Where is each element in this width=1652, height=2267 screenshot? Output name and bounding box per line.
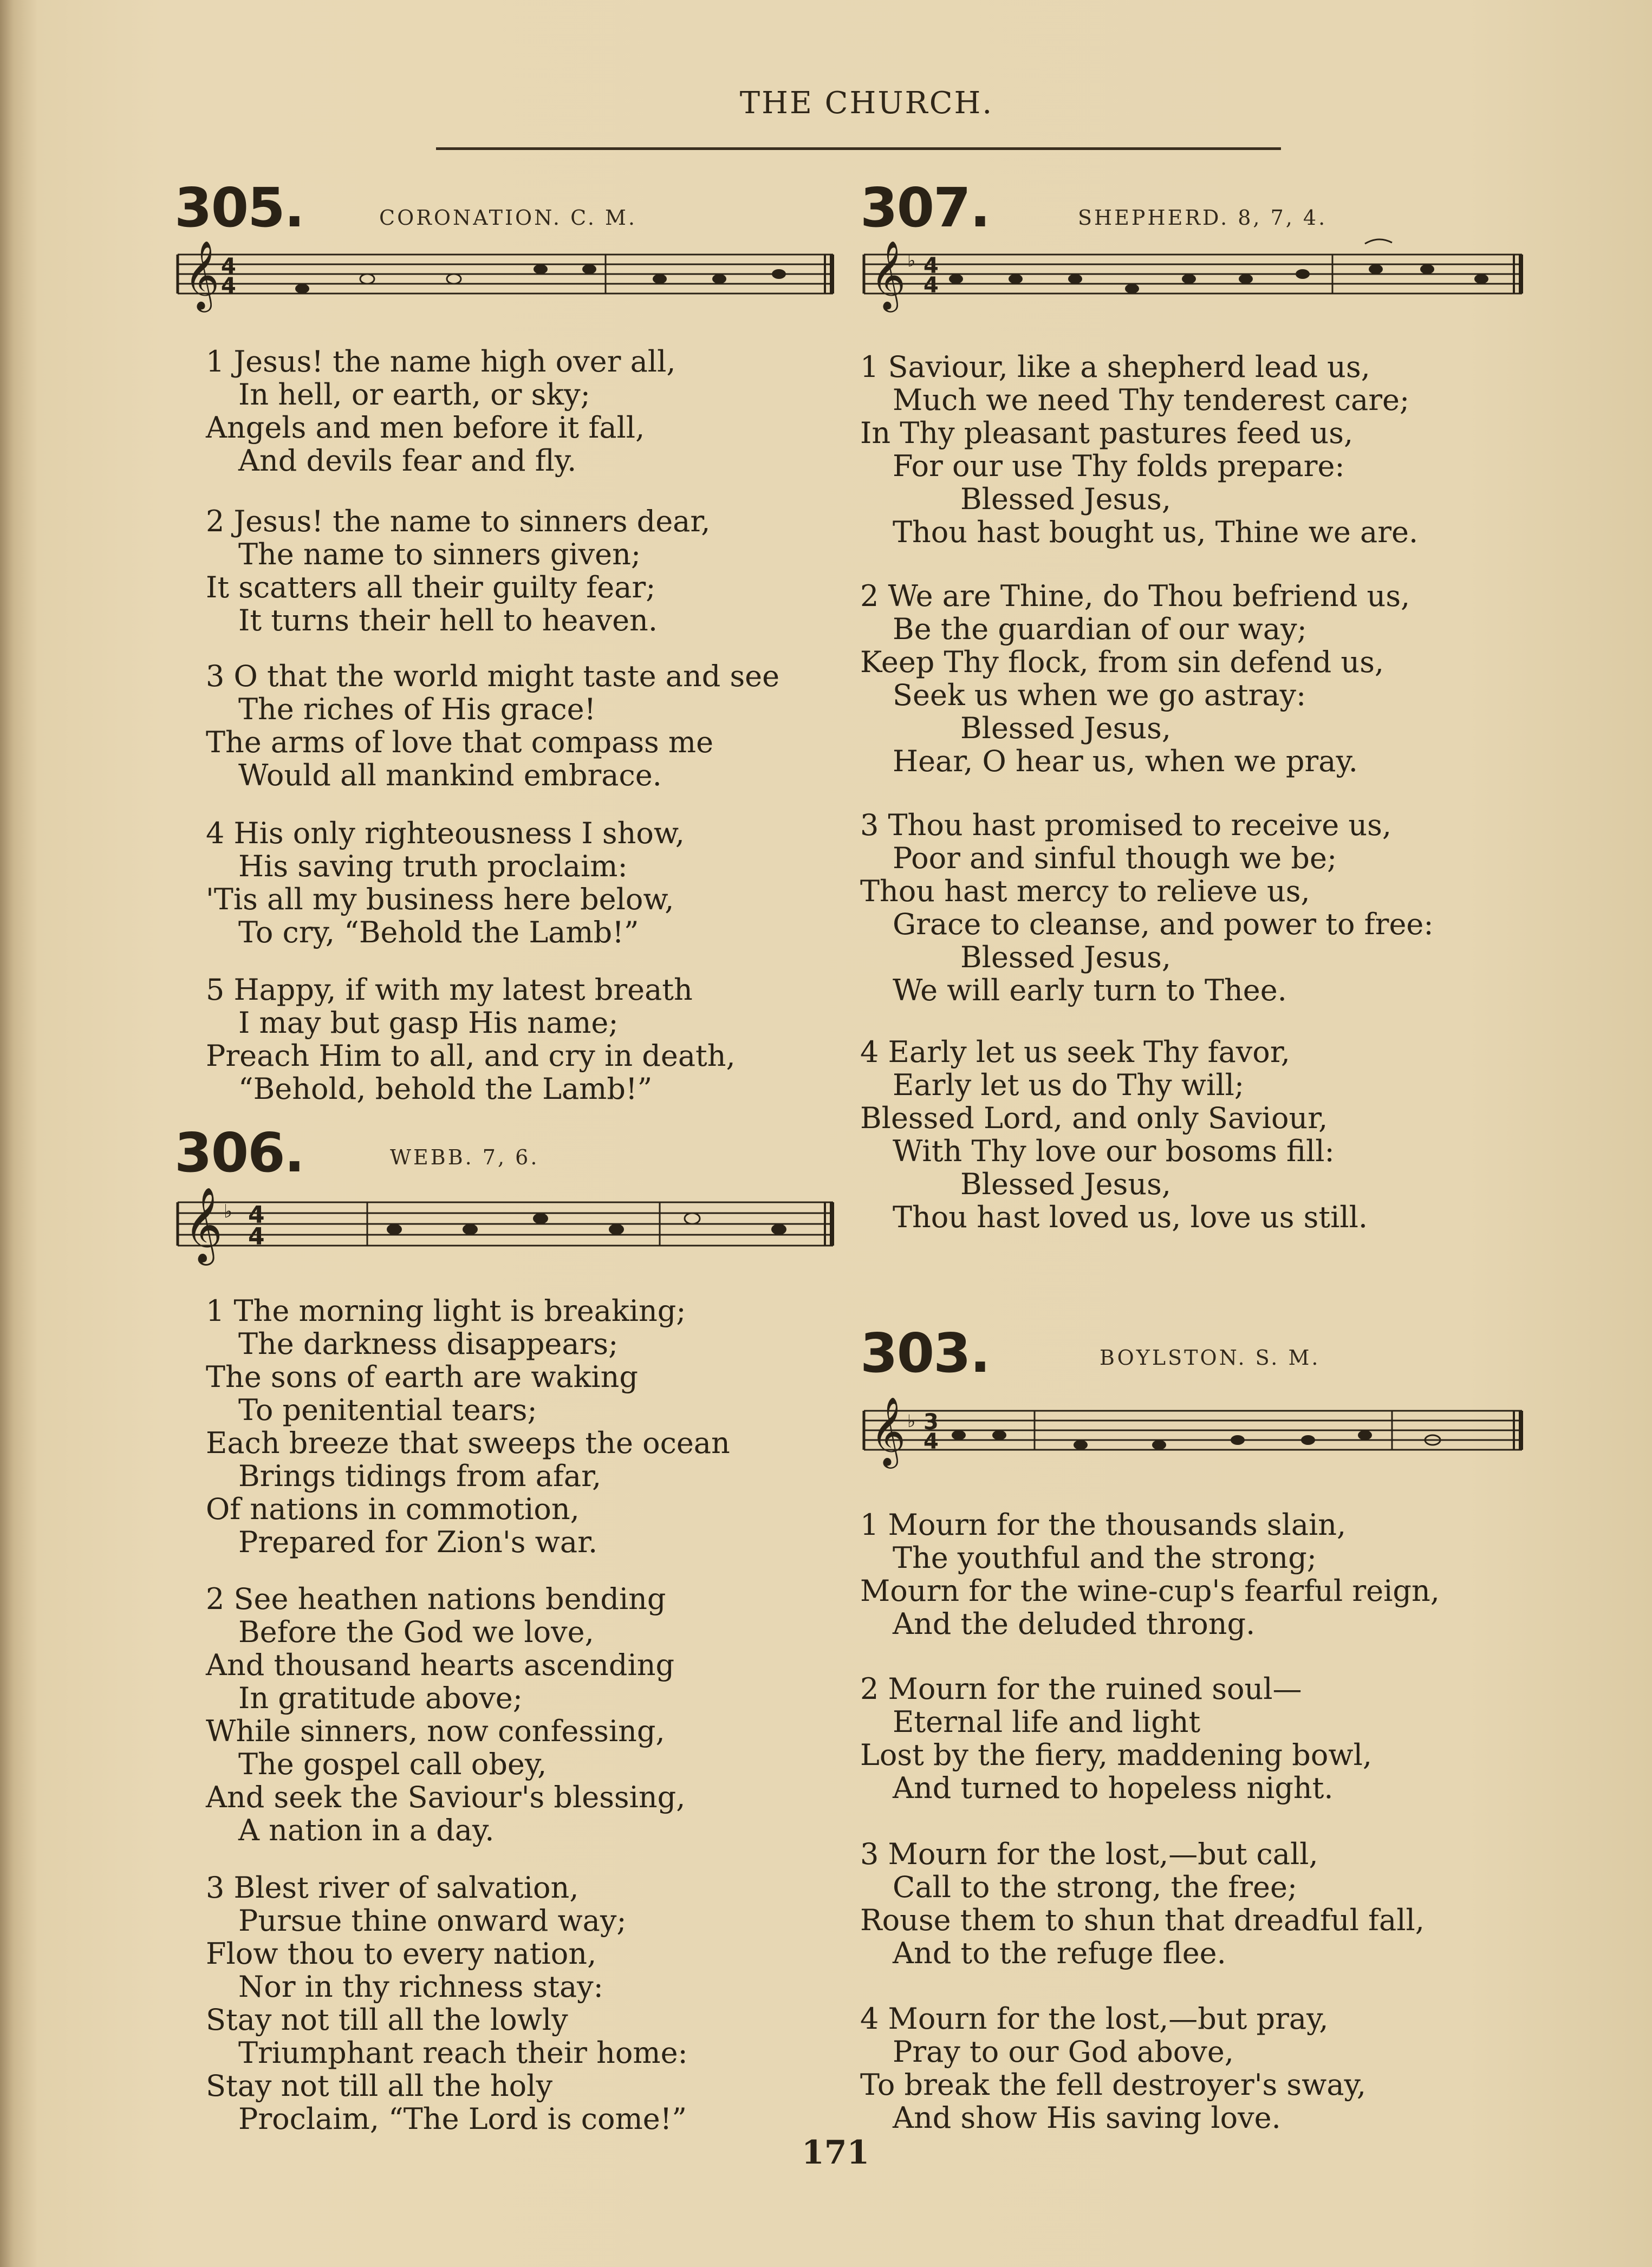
svg-text:4: 4 <box>923 1429 939 1454</box>
header-rule <box>436 147 1281 150</box>
svg-text:♭: ♭ <box>907 250 916 271</box>
verse-306-1: 1 The morning light is breaking; The darkness disappears; The sons of earth are waking To penitential tears; Each breeze that sweeps the ocean Brings tidings from afar, Of nations in commotion, Prepared for Zion's war. <box>206 1294 730 1559</box>
svg-text:𝄞: 𝄞 <box>184 1187 223 1262</box>
music-staff-webb <box>172 1186 838 1273</box>
hymn-number-306: 306. <box>174 1121 304 1184</box>
svg-text:♭: ♭ <box>224 1201 233 1222</box>
verse-305-5: 5 Happy, if with my latest breath I may but gasp His name; Preach Him to all, and cry in death, “Behold, behold the Lamb!” <box>206 973 736 1106</box>
verse-307-1: 1 Saviour, like a shepherd lead us, Much we need Thy tenderest care; In Thy pleasant pastures feed us, For our use Thy folds prepare: Blessed Jesus, Thou hast bought us, Thine we are. <box>860 350 1419 549</box>
verse-303-4: 4 Mourn for the lost,—but pray, Pray to our God above, To break the fell destroyer's sway, And show His saving love. <box>860 2002 1367 2135</box>
verse-305-2: 2 Jesus! the name to sinners dear, The name to sinners given; It scatters all their guilty fear; It turns their hell to heaven. <box>206 504 711 637</box>
svg-text:4: 4 <box>923 253 939 278</box>
verse-306-2: 2 See heathen nations bending Before the God we love, And thousand hearts ascending In gratitude above; While sinners, now confessing, The gospel call obey, And seek the Saviour's blessing, A nation in a day. <box>206 1582 686 1847</box>
running-head: THE CHURCH. <box>739 86 994 121</box>
hymn-number-307: 307. <box>860 176 990 239</box>
svg-text:4: 4 <box>221 273 236 298</box>
music-staff-boylston <box>858 1395 1527 1481</box>
svg-text:4: 4 <box>248 1223 265 1250</box>
verse-303-1: 1 Mourn for the thousands slain, The youthful and the strong; Mourn for the wine-cup's fearful reign, And the deluded throng. <box>860 1508 1440 1641</box>
verse-303-2: 2 Mourn for the ruined soul— Eternal life and light Lost by the fiery, maddening bowl, And turned to hopeless night. <box>860 1672 1373 1805</box>
svg-text:4: 4 <box>221 254 236 279</box>
verse-307-4: 4 Early let us seek Thy favor, Early let us do Thy will; Blessed Lord, and only Saviour, With Thy love our bosoms fill: Blessed Jesus, Thou hast loved us, love us still. <box>860 1035 1368 1234</box>
tune-name-boylston: BOYLSTON. S. M. <box>1100 1346 1321 1370</box>
svg-text:𝄞: 𝄞 <box>870 1396 906 1465</box>
svg-text:4: 4 <box>248 1201 265 1229</box>
page-number: 171 <box>802 2134 870 2172</box>
tune-name-coronation: CORONATION. C. M. <box>379 206 637 230</box>
music-staff-shepherd <box>858 233 1527 320</box>
hymn-number-303: 303. <box>860 1321 990 1385</box>
verse-305-1: 1 Jesus! the name high over all, In hell, or earth, or sky; Angels and men before it fall, And devils fear and fly. <box>206 344 676 478</box>
verse-307-3: 3 Thou hast promised to receive us, Poor and sinful though we be; Thou hast mercy to relieve us, Grace to cleanse, and power to free: Blessed Jesus, We will early turn to Thee. <box>860 808 1434 1007</box>
verse-306-3: 3 Blest river of salvation, Pursue thine onward way; Flow thou to every nation, Nor in thy richness stay: Stay not till all the lowly Triumphant reach their home: Stay not till all the holy Proclaim, “The Lord is come!” <box>206 1871 688 2136</box>
verse-305-3: 3 O that the world might taste and see The riches of His grace! The arms of love that compass me Would all mankind embrace. <box>206 659 780 792</box>
svg-text:4: 4 <box>923 273 939 298</box>
verse-303-3: 3 Mourn for the lost,—but call, Call to the strong, the free; Rouse them to shun that dreadful fall, And to the refuge flee. <box>860 1837 1425 1970</box>
svg-text:♭: ♭ <box>907 1411 916 1431</box>
tune-name-webb: WEBB. 7, 6. <box>390 1145 539 1169</box>
tune-name-shepherd: SHEPHERD. 8, 7, 4. <box>1078 206 1328 230</box>
svg-text:3: 3 <box>923 1410 939 1435</box>
hymn-number-305: 305. <box>174 176 304 239</box>
verse-305-4: 4 His only righteousness I show, His saving truth proclaim: 'Tis all my business here below, To cry, “Behold the Lamb!” <box>206 816 685 949</box>
svg-text:𝄞: 𝄞 <box>184 241 220 309</box>
svg-text:𝄞: 𝄞 <box>870 240 906 309</box>
music-staff-coronation <box>172 241 838 320</box>
verse-307-2: 2 We are Thine, do Thou befriend us, Be the guardian of our way; Keep Thy flock, from sin defend us, Seek us when we go astray: Blessed Jesus, Hear, O hear us, when we pray. <box>860 579 1410 778</box>
